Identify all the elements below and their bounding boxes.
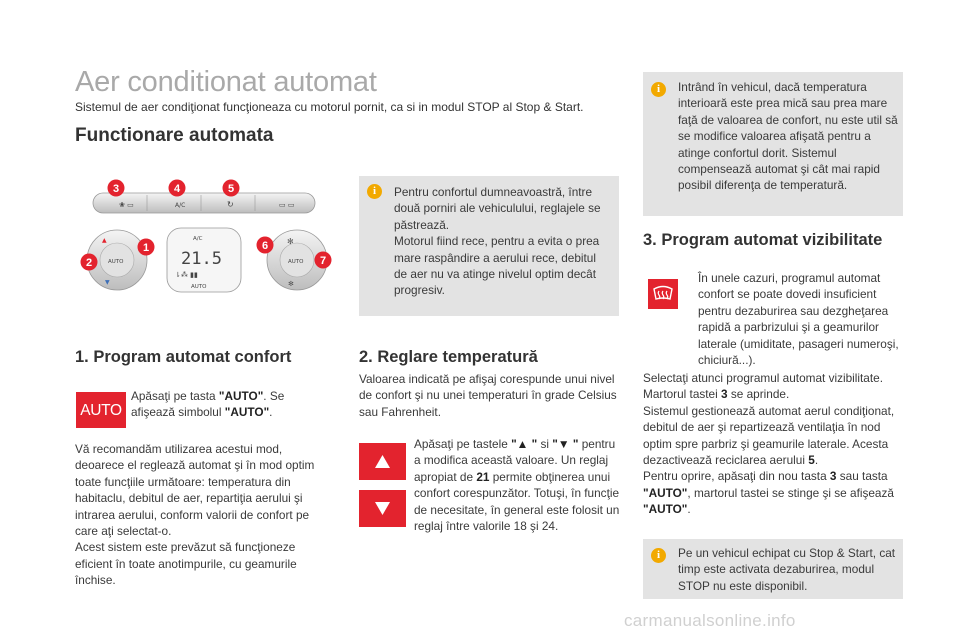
display-ac: A/C [193, 236, 203, 242]
windshield-defrost-icon [648, 279, 678, 309]
svg-text:2: 2 [85, 257, 93, 269]
info-box-comfort-text-2: Motorul fiind rece, pentru a evita o prea mare raspândire a aerului rece, debitul de aer nu va atinge nivelul optim decât progresiv. [394, 234, 600, 298]
section-2-instruction: Apăsaţi pe tastele "▲ " si "▼ " pentru a modifica această valoare. Un reglaj apropiat de 21 permite obţinerea unui confort corespunzător. Totuşi, în funcţie de necesitate, în general este folosit un reglaj între valorile 18 şi 24. [414, 437, 620, 534]
svg-text:▲: ▲ [102, 237, 107, 244]
info-box-stop-start-text: Pe un vehicul echipat cu Stop & Start, cat timp este activata dezaburirea, modul STOP nu este disponibil. [678, 546, 896, 593]
page-title: Aer conditionat automat [75, 66, 377, 98]
section-1-body-2: Acest sistem este prevăzut să funcţioneze eficient în toate anotimpurile, cu geamurile închise. [75, 540, 297, 588]
svg-text:▼: ▼ [105, 279, 110, 286]
info-icon: i [367, 184, 382, 199]
info-box-entering [643, 72, 903, 216]
svg-text:⇂⁂ ▮▮: ⇂⁂ ▮▮ [175, 271, 198, 279]
section-2-title: 2. Reglare temperatură [359, 348, 538, 366]
section-2-body: Valoarea indicată pe afişaj corespunde unui nivel de confort şi nu unei temperaturi în grade Celsius sau Fahrenheit. [359, 372, 617, 419]
display-auto: AUTO [191, 284, 207, 290]
section-1-body: Vă recomandăm utilizarea acestui mod, deoarece el reglează automat şi în mod optim toate funcţiile următoare: temperatura din habitaclu, debitul de aer, repartiţia aerului şi intrarea aerului, conform valorii de confort pe care aţi selectat-o. [75, 442, 315, 539]
section-heading: Functionare automata [75, 125, 274, 146]
callout-7 [315, 252, 332, 269]
svg-text:7: 7 [319, 255, 327, 267]
section-1-instruction: Apăsaţi pe tasta "AUTO". Se afişează simbolul "AUTO". [131, 389, 285, 420]
callout-5 [223, 180, 240, 197]
info-box-entering-text: Intrând în vehicul, dacă temperatura interioară este prea mică sau prea mare faţă de valoarea de confort, nu este util să se modifice valoarea afişată pentru a atinge confortul dorit. Sistemul compensează automat şi cât mai rapid posibil diferenţa de temperatură. [678, 80, 898, 193]
section-3-body: Selectaţi atunci programul automat vizibilitate. Martorul tastei 3 se aprinde. Sistemul gestionează automat aerul condiţionat, debitul de aer şi repartizează ventilaţia în nod optim spre parbriz şi geamurile laterale. Acesta dezactivează reciclarea aerului 5. Pentru oprire, apăsaţi din nou tasta 3 sau tasta "AUTO", martorul tastei se stinge şi se afişează "AUTO". [643, 371, 895, 517]
ac-key-label: A/C [175, 202, 186, 209]
svg-text:↻: ↻ [227, 200, 234, 209]
callout-6 [257, 237, 274, 254]
svg-text:▭ ▭: ▭ ▭ [279, 201, 295, 209]
temp-up-button-icon [359, 443, 406, 480]
callout-2 [81, 254, 98, 271]
section-3-intro: În unele cazuri, programul automat confort se poate dovedi insuficient pentru dezaburirea sau dezgheţarea rapidă a parbrizului şi a geamurilor laterale (umiditate, pasageri numeroşi, chiciură...). [698, 271, 899, 368]
svg-text:✻: ✻ [287, 237, 294, 246]
svg-text:❀ ▭: ❀ ▭ [119, 201, 134, 209]
callout-3 [108, 180, 125, 197]
callout-1 [138, 239, 155, 256]
footer-watermark: carmanualsonline.info [624, 611, 796, 630]
info-box-comfort-text: Pentru confortul dumneavoastră, între două porniri ale vehiculului, reglajele se păstrează. [394, 185, 601, 232]
auto-button-icon: AUTO [76, 392, 126, 428]
section-3-title: 3. Program automat vizibilitate [643, 231, 883, 249]
left-auto-key: AUTO [108, 259, 124, 265]
display-temp: 21.5 [181, 249, 222, 269]
info-box-stop-start [643, 539, 903, 599]
page-subtitle: Sistemul de aer condiţionat funcţioneaza cu motorul pornit, ca si in modul STOP al Stop & Start. [75, 100, 584, 114]
section-1-title: 1. Program automat confort [75, 348, 292, 366]
svg-text:3: 3 [112, 183, 120, 195]
temp-down-button-icon [359, 490, 406, 527]
svg-text:5: 5 [227, 183, 235, 195]
triangle-up-icon [359, 443, 406, 480]
control-panel-illustration [75, 176, 345, 306]
right-auto-key: AUTO [288, 259, 304, 265]
callout-4 [169, 180, 186, 197]
control-panel-drawing [75, 176, 345, 306]
triangle-down-icon [359, 490, 406, 527]
info-box-comfort [359, 176, 619, 316]
info-icon: i [651, 82, 666, 97]
defrost-button-icon [648, 279, 678, 309]
svg-text:6: 6 [261, 240, 269, 252]
svg-text:1: 1 [142, 242, 150, 254]
info-icon: i [651, 548, 666, 563]
svg-text:4: 4 [173, 183, 181, 195]
svg-text:✻: ✻ [288, 280, 294, 288]
